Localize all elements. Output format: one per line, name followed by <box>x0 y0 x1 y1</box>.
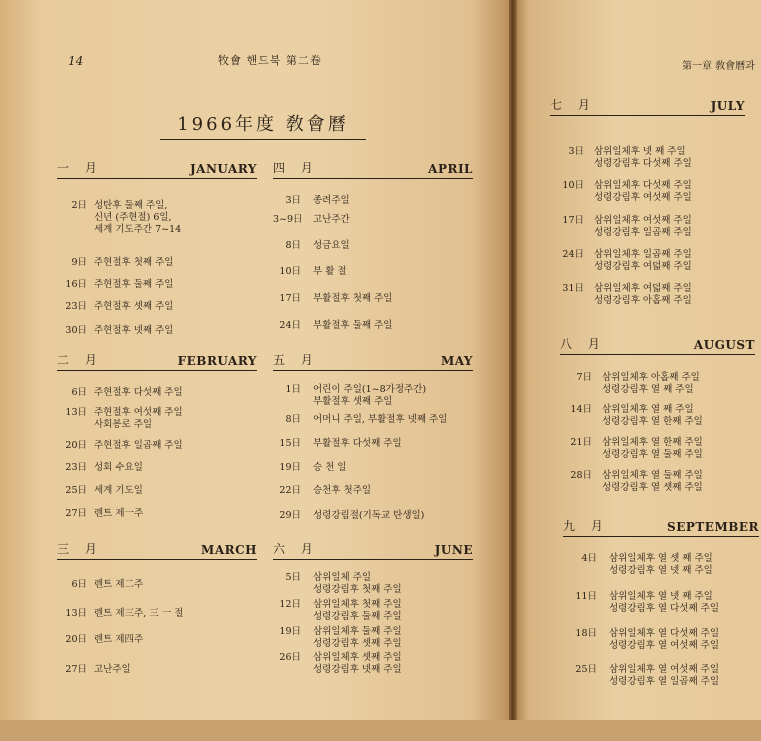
entry-line: 사회봉로 주일 <box>94 419 153 430</box>
entry-date: 20日 <box>65 440 87 451</box>
entry-text <box>602 404 703 428</box>
entry-text <box>94 407 183 431</box>
entry-line: 삼위일체후 넷 째 주일 <box>594 146 686 157</box>
entry-date: 3日 <box>285 195 301 206</box>
entry-text <box>313 320 392 332</box>
entry-line: 주현절후 다섯째 주일 <box>94 387 183 398</box>
entry-line: 삼위일체후 둘째 주일 <box>313 626 402 637</box>
entry-date: 20日 <box>65 634 87 645</box>
entry-date: 11日 <box>575 591 597 602</box>
entry-text <box>594 180 692 204</box>
entry-text <box>313 214 350 226</box>
entry-text <box>313 438 402 450</box>
month-name-korean: 八 月 <box>560 337 606 351</box>
entry-text <box>609 591 719 615</box>
entry-line: 주현절후 넷째 주일 <box>94 325 174 336</box>
entry-date: 30日 <box>65 325 87 336</box>
month-section-april <box>273 160 473 360</box>
entry-line: 어머니 주일, 부활절후 넷째 주일 <box>313 414 448 425</box>
entry-line: 렌트 제三주, 三 一 절 <box>94 608 184 619</box>
entry-line: 부활절후 첫째 주일 <box>313 293 393 304</box>
entry-date: 25日 <box>575 664 597 675</box>
entry-date: 6日 <box>71 387 87 398</box>
month-header <box>273 160 473 179</box>
entry-date: 23日 <box>65 301 87 312</box>
entry-date: 8日 <box>285 240 301 251</box>
month-section-july <box>550 97 745 306</box>
entry-date: 13日 <box>65 608 87 619</box>
month-name-korean: 三 月 <box>57 542 103 556</box>
month-name-korean: 六 月 <box>273 542 319 556</box>
entry-line: 삼위일체후 열 둘째 주일 <box>602 470 703 481</box>
month-name-english: JULY <box>710 99 745 113</box>
entry-date: 8日 <box>285 414 301 425</box>
running-title-left: 牧會 핸드북 第二卷 <box>218 54 322 67</box>
entry-date: 19日 <box>279 626 301 637</box>
entry-line: 어린이 주일(1~8가정주간) <box>313 384 427 395</box>
entry-text <box>94 634 143 646</box>
entry-line: 부활절후 둘째 주일 <box>313 320 393 331</box>
entry-date: 28日 <box>570 470 592 481</box>
month-name-korean: 一 月 <box>57 161 103 175</box>
entry-line: 성령강림후 둘째 주일 <box>313 611 402 622</box>
entry-date: 21日 <box>570 437 592 448</box>
month-name-korean: 七 月 <box>550 98 596 112</box>
entry-text <box>94 462 143 474</box>
entry-date: 19日 <box>279 462 301 473</box>
entry-line: 삼위일체후 일곱째 주일 <box>594 249 692 260</box>
entry-date: 3~9日 <box>273 214 303 225</box>
entry-date: 24日 <box>562 249 584 260</box>
entry-text <box>602 470 703 494</box>
month-name-english: JANUARY <box>189 162 257 176</box>
entry-text <box>94 579 143 591</box>
entry-date: 29日 <box>279 510 301 521</box>
month-header <box>550 97 745 116</box>
month-name-english: MAY <box>440 354 473 368</box>
entry-text <box>94 387 183 399</box>
entry-date: 14日 <box>570 404 592 415</box>
entry-date: 4日 <box>581 553 597 564</box>
entry-text <box>94 279 173 291</box>
month-name-korean: 九 月 <box>563 519 609 533</box>
entry-line: 성령강림후 열 넷 째 주일 <box>609 565 713 576</box>
entry-date: 27日 <box>65 508 87 519</box>
entry-date: 16日 <box>65 279 87 290</box>
entry-date: 10日 <box>562 180 584 191</box>
entry-line: 주현절후 여섯째 주일 <box>94 407 183 418</box>
page-title: 1966年度 敎會曆 <box>160 110 366 140</box>
entry-line: 삼위일체후 여덟째 주일 <box>594 283 692 294</box>
entry-text <box>313 266 347 278</box>
month-name-korean: 二 月 <box>57 353 103 367</box>
entry-text <box>313 599 402 623</box>
entry-date: 22日 <box>279 485 301 496</box>
entry-text <box>609 553 713 577</box>
entry-line: 주현절후 첫째 주일 <box>94 257 174 268</box>
entry-line: 부 활 절 <box>313 266 347 277</box>
entry-date: 15日 <box>279 438 301 449</box>
entry-line: 성령강림후 다섯째 주일 <box>594 158 692 169</box>
month-header <box>57 541 257 560</box>
entry-line: 성령강림후 첫째 주일 <box>313 584 402 595</box>
entry-date: 17日 <box>279 293 301 304</box>
entry-text <box>94 608 183 620</box>
entry-line: 성령강림후 넷째 주일 <box>313 664 402 675</box>
entry-text <box>94 325 173 337</box>
entry-line: 렌트 제一주 <box>94 508 144 519</box>
entry-line: 삼위일체후 열 한째 주일 <box>602 437 703 448</box>
month-section-january <box>57 160 257 360</box>
month-header <box>57 160 257 179</box>
entry-line: 세계 기도일 <box>94 485 143 496</box>
entry-line: 성령강림후 일곱째 주일 <box>594 227 692 238</box>
entry-line: 성령강림후 열 일곱째 주일 <box>609 676 720 687</box>
entry-date: 7日 <box>576 372 592 383</box>
month-header <box>273 352 473 371</box>
entry-line: 삼위일체후 다섯째 주일 <box>594 180 692 191</box>
entry-date: 23日 <box>65 462 87 473</box>
entry-text <box>94 257 173 269</box>
entry-text <box>313 485 371 497</box>
entry-line: 성령강림후 열 둘째 주일 <box>602 449 703 460</box>
entry-text <box>94 200 181 236</box>
entry-text <box>313 652 402 676</box>
entry-text <box>94 440 183 452</box>
entry-text <box>594 146 692 170</box>
month-header <box>563 518 759 537</box>
entry-text <box>94 301 173 313</box>
entry-line: 삼위일체후 셋째 주일 <box>313 652 402 663</box>
entry-date: 12日 <box>279 599 301 610</box>
entry-line: 성령강림후 아홉째 주일 <box>594 295 692 306</box>
entry-date: 1日 <box>285 384 301 395</box>
entry-date: 25日 <box>65 485 87 496</box>
entry-text <box>602 437 703 461</box>
month-section-march <box>57 541 257 741</box>
entry-line: 성령강림절(기독교 탄생일) <box>313 510 425 521</box>
entry-line: 종려주일 <box>313 195 350 206</box>
entry-line: 삼위일체후 열 넷 째 주일 <box>609 591 713 602</box>
month-name-english: AUGUST <box>693 338 755 352</box>
entry-text <box>313 240 350 252</box>
month-section-june <box>273 541 473 741</box>
entry-line: 삼위일체 주일 <box>313 572 372 583</box>
entry-text <box>609 628 719 652</box>
entry-text <box>602 372 700 396</box>
month-name-korean: 四 月 <box>273 161 319 175</box>
entry-date: 3日 <box>568 146 584 157</box>
entry-text <box>609 664 719 688</box>
month-section-february <box>57 352 257 552</box>
entry-line: 부활절후 다섯째 주일 <box>313 438 402 449</box>
month-name-korean: 五 月 <box>273 353 319 367</box>
entry-line: 삼위일체후 열 여섯째 주일 <box>609 664 720 675</box>
book-gutter <box>509 0 517 720</box>
entry-text <box>594 249 692 273</box>
month-section-may <box>273 352 473 552</box>
entry-text <box>94 485 143 497</box>
entry-line: 주현절후 일곱째 주일 <box>94 440 183 451</box>
entry-date: 31日 <box>562 283 584 294</box>
entry-line: 삼위일체후 열 셋 째 주일 <box>609 553 713 564</box>
month-name-english: MARCH <box>201 543 257 557</box>
entry-date: 13日 <box>65 407 87 418</box>
entry-date: 26日 <box>279 652 301 663</box>
entry-line: 성령강림후 열 다섯째 주일 <box>609 603 720 614</box>
entry-line: 성회 수요일 <box>94 462 143 473</box>
entry-date: 10日 <box>279 266 301 277</box>
entry-line: 삼위일체후 첫째 주일 <box>313 599 402 610</box>
entry-line: 렌트 제四주 <box>94 634 144 645</box>
entry-text <box>594 283 692 307</box>
entry-date: 27日 <box>65 664 87 675</box>
month-name-english: APRIL <box>428 162 473 176</box>
month-header <box>560 336 755 355</box>
entry-line: 성령강림후 셋째 주일 <box>313 638 402 649</box>
entry-text <box>313 293 392 305</box>
entry-line: 승 천 일 <box>313 462 347 473</box>
entry-line: 신년 (주현절) 6일, <box>94 212 172 223</box>
entry-line: 고난주일 <box>94 664 131 675</box>
entry-text <box>313 195 350 207</box>
entry-line: 삼위일체후 열 째 주일 <box>602 404 694 415</box>
entry-line: 성탄후 둘째 주일, <box>94 200 168 211</box>
entry-text <box>313 384 426 408</box>
entry-line: 성령강림후 열 셋째 주일 <box>602 482 703 493</box>
entry-line: 부활절후 셋째 주일 <box>313 396 393 407</box>
running-title-right: 第一章 敎會曆과 <box>682 61 755 72</box>
month-name-english: SEPTEMBER <box>667 520 759 534</box>
entry-line: 삼위일체후 아홉째 주일 <box>602 372 700 383</box>
month-header <box>273 541 473 560</box>
entry-line: 세계 기도주간 7~14 <box>94 224 182 235</box>
month-section-august <box>560 336 755 536</box>
entry-line: 승천후 첫주일 <box>313 485 372 496</box>
entry-text <box>313 414 447 426</box>
entry-text <box>313 462 347 474</box>
entry-text <box>94 508 143 520</box>
entry-line: 삼위일체후 여섯째 주일 <box>594 215 692 226</box>
entry-line: 고난주간 <box>313 214 350 225</box>
page-number: 14 <box>68 54 84 68</box>
entry-date: 24日 <box>279 320 301 331</box>
entry-line: 렌트 제二주 <box>94 579 144 590</box>
month-section-september <box>563 518 759 718</box>
entry-date: 18日 <box>575 628 597 639</box>
entry-line: 성령강림후 열 째 주일 <box>602 384 694 395</box>
entry-date: 2日 <box>71 200 87 211</box>
entry-text <box>594 215 692 239</box>
entry-date: 5日 <box>285 572 301 583</box>
entry-line: 성령강림후 여덟째 주일 <box>594 261 692 272</box>
entry-line: 성령강림후 열 한째 주일 <box>602 416 703 427</box>
entry-date: 6日 <box>71 579 87 590</box>
entry-text <box>313 510 424 522</box>
entry-line: 삼위일체후 열 다섯째 주일 <box>609 628 720 639</box>
entry-line: 성령강림후 열 여섯째 주일 <box>609 640 720 651</box>
entry-line: 성금요일 <box>313 240 350 251</box>
entry-date: 9日 <box>71 257 87 268</box>
entry-line: 성령강림후 여섯째 주일 <box>594 192 692 203</box>
month-name-english: FEBRUARY <box>177 354 257 368</box>
month-name-english: JUNE <box>434 543 473 557</box>
entry-text <box>94 664 131 676</box>
entry-line: 주현절후 둘째 주일 <box>94 279 174 290</box>
entry-text <box>313 572 402 596</box>
entry-text <box>313 626 402 650</box>
entry-date: 17日 <box>562 215 584 226</box>
entry-line: 주현절후 셋째 주일 <box>94 301 174 312</box>
month-header <box>57 352 257 371</box>
